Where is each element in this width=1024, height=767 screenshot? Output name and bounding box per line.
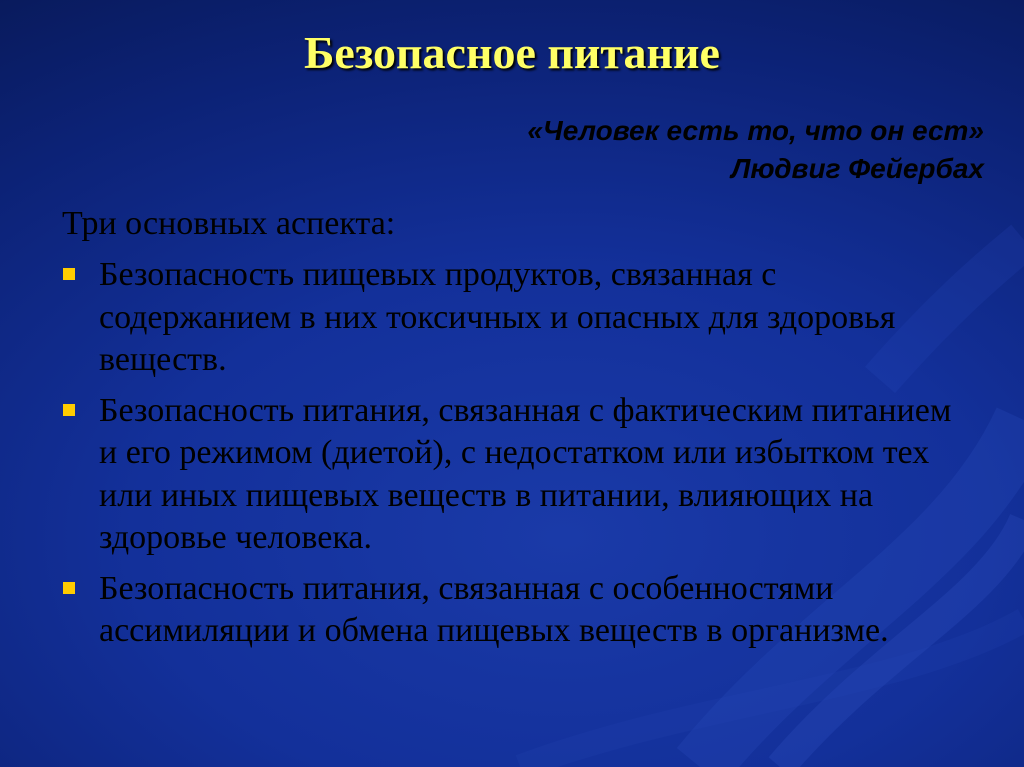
bullet-item: [62, 390, 962, 560]
bullet-list: [62, 254, 962, 661]
quote-text: «Человек есть то, что он ест»: [527, 115, 984, 146]
bullet-text: Безопасность питания, связанная с фактическим питанием и его режимом (диетой), с недостатком или избытком тех или иных пищевых веществ в питании, влияющих на здоровье человека.: [99, 391, 952, 556]
bullet-item: [62, 254, 962, 382]
quote-block: [527, 112, 984, 188]
square-bullet-icon: [63, 404, 75, 416]
bullet-text: Безопасность пищевых продуктов, связанная с содержанием в них токсичных и опасных для здоровья веществ.: [99, 256, 896, 378]
intro-text: Три основных аспекта:: [62, 205, 396, 242]
square-bullet-icon: [63, 268, 75, 280]
slide-title: Безопасное питание: [304, 27, 720, 78]
square-bullet-icon: [63, 582, 75, 594]
quote-author: Людвиг Фейербах: [731, 153, 984, 184]
bullet-text: Безопасность питания, связанная с особенностями ассимиляции и обмена пищевых веществ в организме.: [99, 569, 889, 649]
bullet-item: [62, 568, 962, 653]
